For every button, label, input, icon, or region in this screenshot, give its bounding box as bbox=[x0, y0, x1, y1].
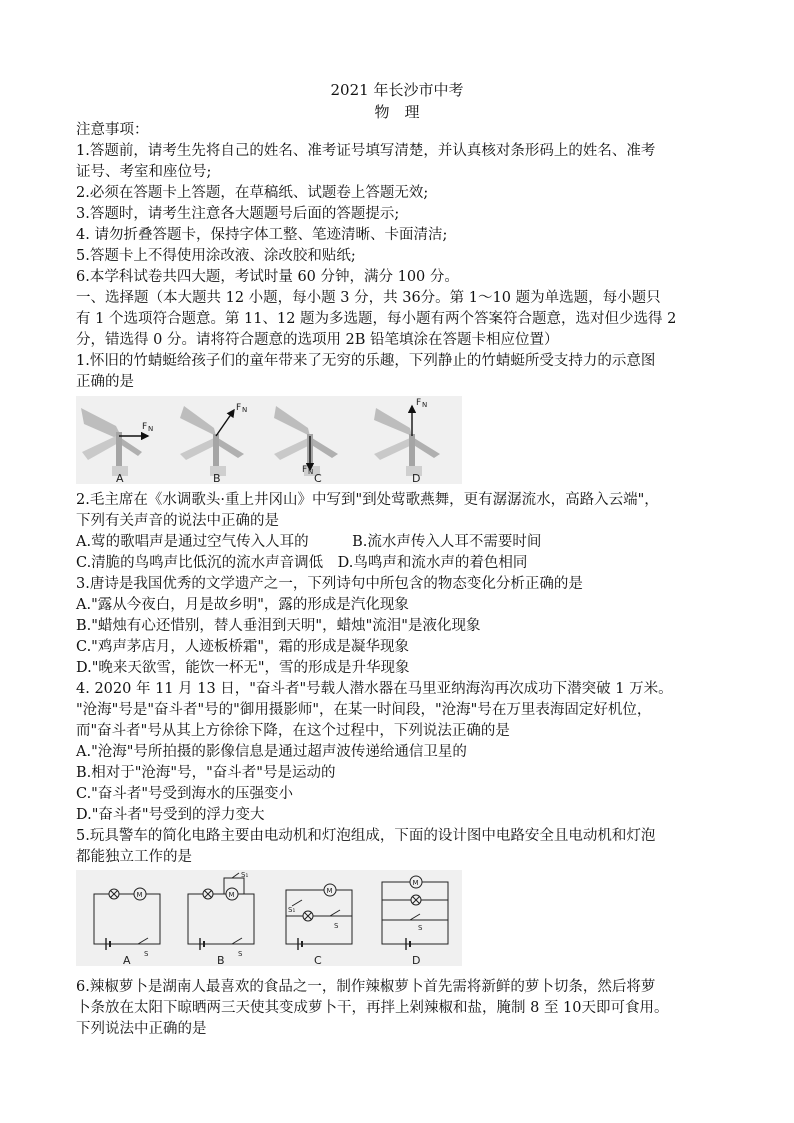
question-4-option: C."奋斗者"号受到海水的压强变小 bbox=[76, 786, 294, 802]
svg-text:S₁: S₁ bbox=[241, 871, 249, 879]
svg-text:M: M bbox=[412, 879, 419, 887]
label-a: A bbox=[116, 472, 124, 484]
section-instructions: 一、选择题（本大题共 12 小题，每小题 3 分，共 36分。第 1～10 题为单选题，每小题只 bbox=[76, 290, 661, 306]
svg-text:N: N bbox=[308, 468, 314, 476]
svg-text:N: N bbox=[148, 425, 154, 433]
svg-text:N: N bbox=[422, 401, 428, 409]
circuit-option-a bbox=[94, 888, 160, 966]
question-2-options: A.莺的歌唱声是通过空气传入人耳的 B.流水声传入人耳不需要时间 bbox=[76, 534, 542, 550]
notice-item: 3.答题时，请考生注意各大题题号后面的答题提示; bbox=[76, 206, 400, 222]
question-6-stem: 6.辣椒萝卜是湖南人最喜欢的食品之一，制作辣椒萝卜首先需将新鲜的萝卜切条，然后将萝 bbox=[76, 979, 656, 995]
label-b: B bbox=[213, 472, 221, 484]
svg-text:F: F bbox=[142, 422, 148, 432]
question-2-options: C.清脆的鸟鸣声比低沉的流水声音调低 D.鸟鸣声和流水声的着色相同 bbox=[76, 555, 528, 571]
question-4-stem: "沧海"号是"奋斗者"号的"御用摄影师"，在某一时间段，"沧海"号在万里表海固定好机位， bbox=[76, 702, 652, 718]
notice-item: 2.必须在答题卡上答题，在草稿纸、试题卷上答题无效; bbox=[76, 185, 429, 201]
svg-text:M: M bbox=[326, 887, 333, 895]
section-instructions: 有 1 个选项符合题意。第 11、12 题为多选题，每小题有两个答案符合题意，选对但少选得 2 bbox=[76, 311, 677, 327]
question-3-option: C."鸡声茅店月，人迹板桥霜"，霜的形成是凝华现象 bbox=[76, 639, 410, 655]
svg-text:S₁: S₁ bbox=[288, 906, 296, 914]
label-c: C bbox=[314, 472, 322, 484]
question-4-option: B.相对于"沧海"号，"奋斗者"号是运动的 bbox=[76, 765, 336, 781]
svg-text:F: F bbox=[236, 403, 242, 413]
svg-text:S: S bbox=[144, 950, 149, 958]
question-3-option: D."晚来天欲雪，能饮一杯无"，雪的形成是升华现象 bbox=[76, 660, 410, 676]
question-3-option: A."露从今夜白，月是故乡明"，露的形成是汽化现象 bbox=[76, 597, 409, 613]
dragonfly-option-b bbox=[180, 403, 247, 484]
svg-text:F: F bbox=[302, 465, 308, 475]
question-5-stem: 5.玩具警车的简化电路主要由电动机和灯泡组成，下面的设计图中电路安全且电动机和灯泡 bbox=[76, 828, 656, 844]
label-b: B bbox=[217, 954, 225, 966]
notice-heading: 注意事项： bbox=[76, 122, 149, 138]
svg-text:S: S bbox=[418, 924, 423, 932]
label-d: D bbox=[412, 954, 421, 966]
circuit-option-b bbox=[188, 871, 254, 966]
dragonfly-option-d bbox=[374, 398, 440, 484]
exam-subject: 物 理 bbox=[374, 103, 420, 121]
circuit-option-c bbox=[286, 884, 352, 966]
notice-item: 证号、考室和座位号; bbox=[76, 164, 212, 180]
question-1-figure bbox=[76, 396, 462, 484]
question-1-stem: 正确的是 bbox=[76, 374, 134, 390]
svg-text:S: S bbox=[334, 922, 339, 930]
question-6-stem: 下列说法中正确的是 bbox=[76, 1021, 207, 1037]
circuit-option-d bbox=[382, 876, 448, 966]
question-5-figure bbox=[76, 870, 462, 966]
question-4-option: A."沧海"号所拍摄的影像信息是通过超声波传递给通信卫星的 bbox=[76, 744, 467, 760]
svg-text:S: S bbox=[238, 950, 243, 958]
question-4-stem: 4. 2020 年 11 月 13 日，"奋斗者"号载人潜水器在马里亚纳海沟再次成功下潜突破 1 万米。 bbox=[76, 681, 673, 697]
dragonfly-option-a bbox=[81, 408, 153, 484]
question-1-stem: 1.怀旧的竹蜻蜓给孩子们的童年带来了无穷的乐趣，下列静止的竹蜻蜓所受支持力的示意图 bbox=[76, 353, 656, 369]
svg-text:M: M bbox=[228, 891, 235, 899]
question-3-stem: 3.唐诗是我国优秀的文学遗产之一，下列诗句中所包含的物态变化分析正确的是 bbox=[76, 576, 583, 592]
svg-text:M: M bbox=[136, 891, 143, 899]
section-instructions: 分，错选得 0 分。请将符合题意的选项用 2B 铅笔填涂在答题卡相应位置） bbox=[76, 332, 559, 348]
question-2-stem: 下列有关声音的说法中正确的是 bbox=[76, 513, 279, 529]
dragonfly-option-c bbox=[274, 406, 338, 484]
notice-item: 4. 请勿折叠答题卡，保持字体工整、笔迹清晰、卡面清洁; bbox=[76, 227, 448, 243]
notice-item: 6.本学科试卷共四大题，考试时量 60 分钟，满分 100 分。 bbox=[76, 269, 459, 285]
exam-title: 2021 年长沙市中考 bbox=[330, 81, 464, 99]
notice-item: 1.答题前，请考生先将自己的姓名、准考证号填写清楚，并认真核对条形码上的姓名、准考 bbox=[76, 143, 656, 159]
question-4-stem: 而"奋斗者"号从其上方徐徐下降，在这个过程中，下列说法正确的是 bbox=[76, 723, 510, 739]
svg-text:N: N bbox=[242, 406, 248, 414]
question-2-stem: 2.毛主席在《水调歌头·重上井冈山》中写到"到处莺歌燕舞，更有潺潺流水，高路入云端"， bbox=[76, 492, 659, 508]
label-a: A bbox=[123, 954, 131, 966]
svg-text:F: F bbox=[416, 398, 422, 408]
notice-item: 5.答题卡上不得使用涂改液、涂改胶和贴纸; bbox=[76, 248, 356, 264]
question-3-option: B."蜡烛有心还惜别，替人垂泪到天明"，蜡烛"流泪"是液化现象 bbox=[76, 618, 481, 634]
question-4-option: D."奋斗者"号受到的浮力变大 bbox=[76, 807, 265, 823]
question-5-stem: 都能独立工作的是 bbox=[76, 849, 192, 865]
label-d: D bbox=[412, 472, 421, 484]
label-c: C bbox=[314, 954, 322, 966]
question-6-stem: 卜条放在太阳下晾晒两三天使其变成萝卜干，再拌上剁辣椒和盐，腌制 8 至 10天即可食用。 bbox=[76, 1000, 669, 1016]
